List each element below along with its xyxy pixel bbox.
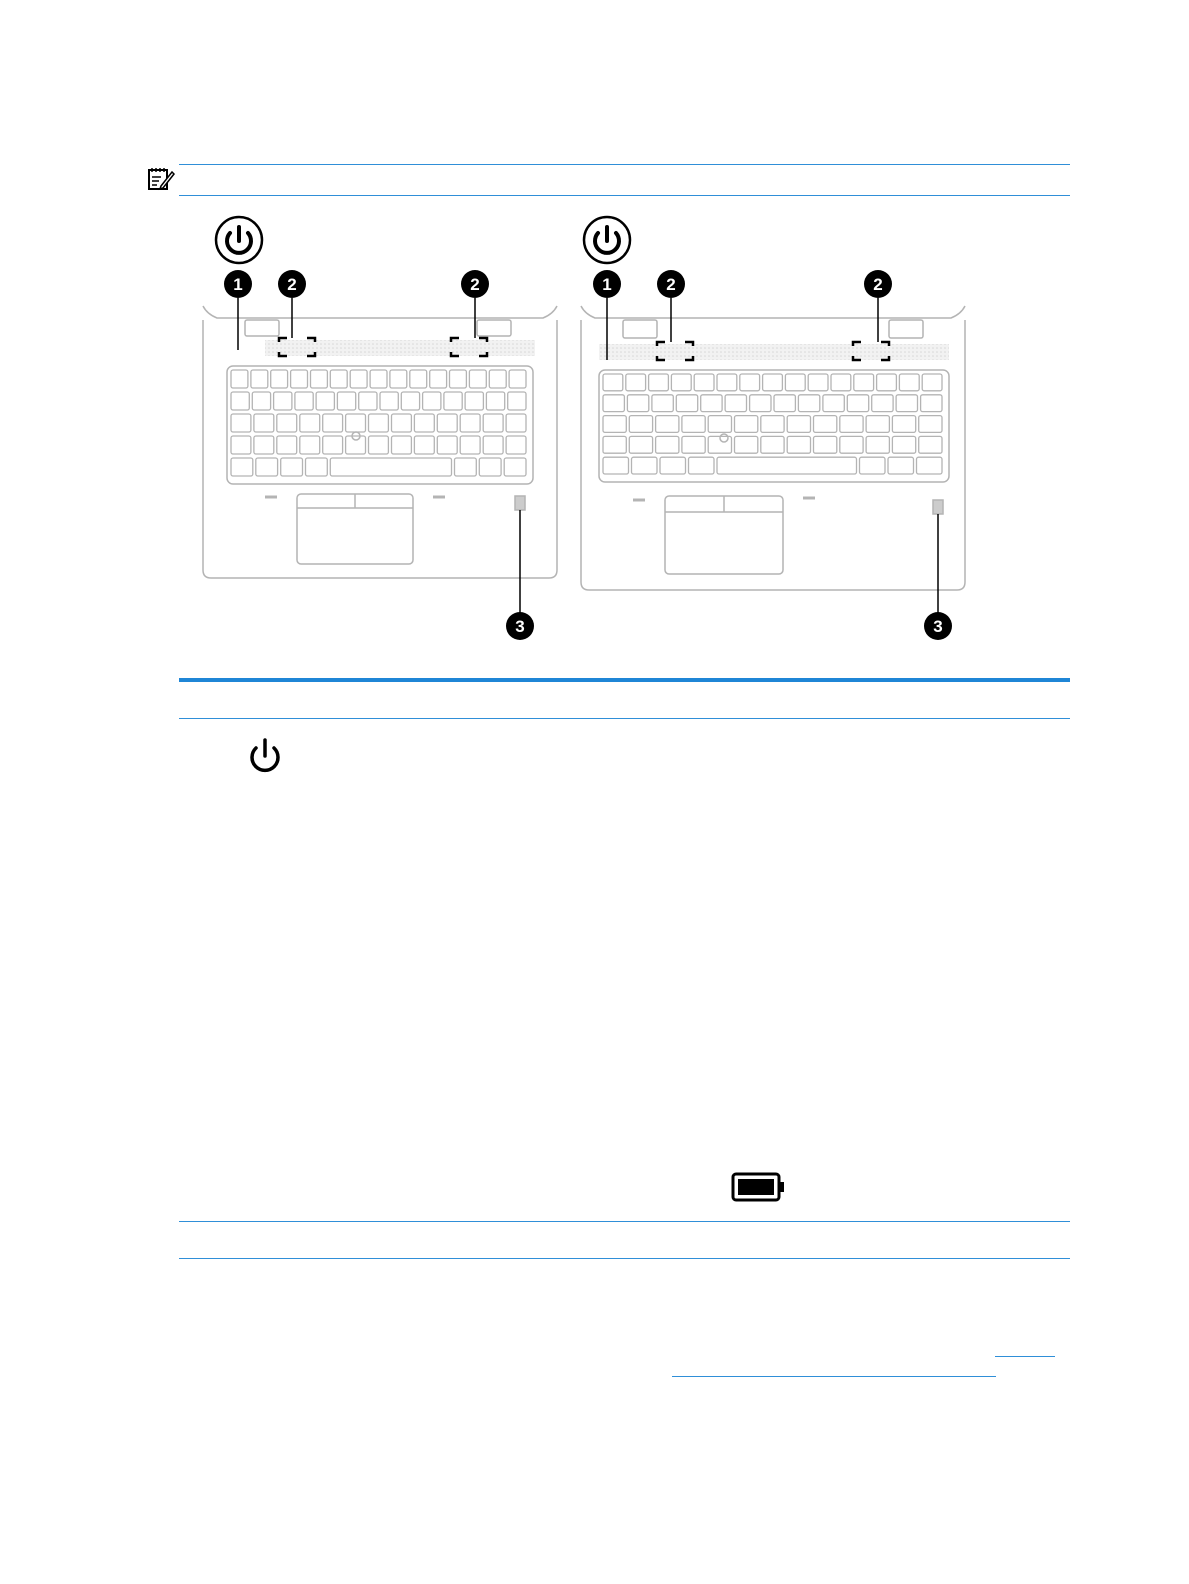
keyboard-key [761,416,784,433]
keyboard-key [330,370,347,388]
keyboard-key [231,414,251,432]
keyboard-key [787,416,810,433]
keyboard-key [656,436,679,453]
keyboard-key [369,436,389,454]
keyboard-key [311,370,328,388]
link-underline-2[interactable] [672,1376,996,1377]
keyboard-key [509,370,526,388]
keyboard-key [414,414,434,432]
keyboard-key [919,436,942,453]
keyboard-key [414,436,434,454]
keyboard-key [337,392,355,410]
keyboard-key [671,374,691,391]
keyboard-key [330,458,451,476]
keyboard-key [450,370,467,388]
keyboard-key [346,414,366,432]
keyboard-key [281,458,303,476]
keyboard-key [888,457,914,474]
keyboard-key [735,436,758,453]
keyboard-key [370,370,387,388]
keyboard-key [629,416,652,433]
keyboard-key [460,414,480,432]
keyboard-key [877,374,897,391]
keyboard-key [917,457,943,474]
keyboard-key [460,436,480,454]
table-row-rule [179,1221,1070,1222]
keyboard-key [872,395,893,412]
laptop-left [203,306,557,578]
keyboard-key [896,395,917,412]
keyboard-key [740,374,760,391]
keyboard-key [676,395,697,412]
note-bottom-rule [179,195,1070,196]
keyboard-key [506,436,526,454]
keyboard-key [469,370,486,388]
keyboard-key [254,414,274,432]
keyboard-key [252,392,270,410]
keyboard-key [626,374,646,391]
keyboard-key [483,414,503,432]
keyboard-key [437,436,457,454]
callout-number: 1 [233,275,243,294]
keyboard-key [274,392,292,410]
keyboard-key [486,392,504,410]
keyboard-key [323,414,343,432]
table-bottom-rule [179,1258,1070,1259]
keyboard-key [603,374,623,391]
keyboard-key [231,436,251,454]
keyboard-key [430,370,447,388]
keyboard-key [682,416,705,433]
keyboard-key [814,436,837,453]
callout-number: 1 [602,275,612,294]
keyboard-key [774,395,795,412]
note-icon [147,166,175,192]
keyboard-key [656,416,679,433]
keyboard-key [369,414,389,432]
keyboard-key [423,392,441,410]
keyboard-right [603,374,942,474]
keyboard-key [689,457,715,474]
keyboard-key [899,374,919,391]
keyboard-key [271,370,288,388]
laptop-top-view-figure [195,210,985,660]
callout-number: 2 [287,275,297,294]
keyboard-key [231,458,253,476]
keyboard-key [603,395,624,412]
keyboard-key [892,416,915,433]
keyboard-key [316,392,334,410]
keyboard-key [627,395,648,412]
keyboard-key [694,374,714,391]
keyboard-key [392,414,412,432]
keyboard-key [725,395,746,412]
laptop-right [581,306,965,590]
keyboard-key [392,436,412,454]
keyboard-key [785,374,805,391]
keyboard-key [401,392,419,410]
keyboard-key [750,395,771,412]
power-icon-right [584,217,630,263]
keyboard-key [410,370,427,388]
keyboard-key [291,370,308,388]
keyboard-key [254,436,274,454]
callout-number: 3 [515,617,525,636]
battery-full-icon [731,1172,785,1202]
keyboard-key [489,370,506,388]
keyboard-key [380,392,398,410]
keyboard-key [717,374,737,391]
table-header-rule [179,678,1070,682]
keyboard-key [277,414,297,432]
keyboard-key [323,436,343,454]
keyboard-key [455,458,477,476]
keyboard-key [860,457,886,474]
keyboard-key [831,374,851,391]
note-top-rule [179,164,1070,165]
callout-number: 2 [666,275,676,294]
keyboard-key [390,370,407,388]
keyboard-key [508,392,526,410]
keyboard-key [892,436,915,453]
keyboard-key [787,436,810,453]
keyboard-key [735,416,758,433]
keyboard-key [603,457,629,474]
table-header-bottom-rule [179,718,1070,719]
callout-number: 2 [470,275,480,294]
power-icon-left [216,217,262,263]
keyboard-key [921,395,942,412]
keyboard-left [231,370,526,476]
keyboard-key [295,392,313,410]
keyboard-key [437,414,457,432]
keyboard-key [479,458,501,476]
keyboard-key [465,392,483,410]
keyboard-key [300,436,320,454]
keyboard-key [840,436,863,453]
keyboard-key [632,457,658,474]
keyboard-key [701,395,722,412]
keyboard-key [682,436,705,453]
callout-number: 3 [933,617,943,636]
callout-number: 2 [873,275,883,294]
link-underline-1[interactable] [995,1356,1055,1357]
keyboard-key [823,395,844,412]
keyboard-key [359,392,377,410]
keyboard-key [483,436,503,454]
keyboard-key [306,458,328,476]
keyboard-key [717,457,857,474]
keyboard-key [847,395,868,412]
keyboard-key [763,374,783,391]
keyboard-key [866,416,889,433]
keyboard-key [603,436,626,453]
keyboard-key [814,416,837,433]
keyboard-key [761,436,784,453]
keyboard-key [277,436,297,454]
keyboard-key [652,395,673,412]
keyboard-key [251,370,268,388]
keyboard-key [919,416,942,433]
keyboard-key [660,457,686,474]
keyboard-key [922,374,942,391]
keyboard-key [840,416,863,433]
keyboard-key [708,416,731,433]
keyboard-key [506,414,526,432]
keyboard-key [504,458,526,476]
keyboard-key [854,374,874,391]
keyboard-key [350,370,367,388]
keyboard-key [603,416,626,433]
keyboard-key [231,370,248,388]
keyboard-key [256,458,278,476]
keyboard-key [808,374,828,391]
keyboard-key [649,374,669,391]
keyboard-key [629,436,652,453]
keyboard-key [866,436,889,453]
power-icon [245,736,285,776]
keyboard-key [231,392,249,410]
keyboard-key [444,392,462,410]
keyboard-key [798,395,819,412]
keyboard-key [346,436,366,454]
keyboard-key [300,414,320,432]
